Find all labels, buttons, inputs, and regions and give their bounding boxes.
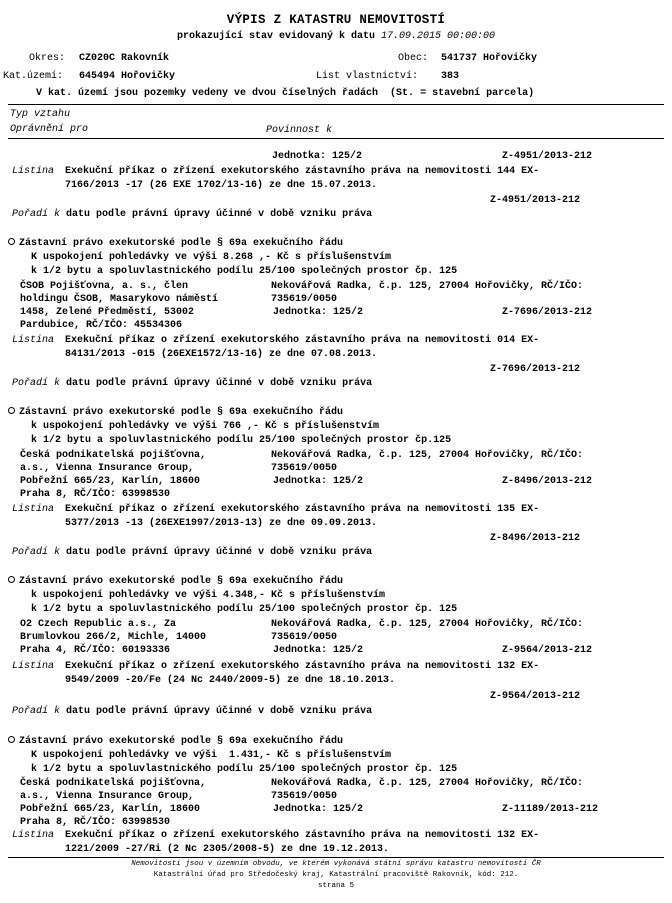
creditor-line: O2 Czech Republic a.s., Za <box>20 619 177 630</box>
debtor-line2: 735619/0050 <box>271 463 338 474</box>
katuzemi-label: Kat.území: <box>3 71 64 82</box>
listina-label: Listina <box>12 661 55 672</box>
entry-line1: k uspokojení pohledávky ve výši 4.348,- Kč s příslušenstvím <box>31 590 386 601</box>
debtor-line1: Nekovářová Radka, č.p. 125, 27004 Hořovičky, RČ/IČO: <box>271 281 584 292</box>
poradi-label: Pořadí k <box>12 706 61 717</box>
entry-title-text: Zástavní právo exekutorské podle § 69a exekučního řádu <box>19 407 344 418</box>
debtor-line1: Nekovářová Radka, č.p. 125, 27004 Hořovičky, RČ/IČO: <box>271 778 584 789</box>
poradi-text: datu podle právní úpravy účinné v době vzniku práva <box>66 378 373 389</box>
poradi-text: datu podle právní úpravy účinné v době vzniku práva <box>66 547 373 558</box>
listina-line2: 1221/2009 -27/Ri (2 Nc 2305/2008-5) ze dne 19.12.2013. <box>65 844 390 855</box>
obec-label: Obec: <box>398 53 429 64</box>
column-povinnost-k: Povinnost k <box>266 125 333 136</box>
column-typ-vztahu: Typ vztahu <box>10 109 71 120</box>
creditor-line: a.s., Vienna Insurance Group, <box>20 463 195 474</box>
top-poradi <box>12 209 372 221</box>
entry-line2: k 1/2 bytu a spoluvlastnického podílu 25/100 společných prostor čp.125 <box>31 435 452 446</box>
entry-ref2: Z-8496/2013-212 <box>490 533 581 544</box>
creditor-line: Praha 4, RČ/IČO: 60193336 <box>20 645 171 656</box>
page-title: VÝPIS Z KATASTRU NEMOVITOSTÍ <box>226 13 446 27</box>
listina-line1: Exekuční příkaz o zřízení exekutorského zástavního práva na nemovitosti 014 EX- <box>65 335 540 346</box>
creditor-line: Praha 8, RČ/IČO: 63998530 <box>20 489 171 500</box>
top-listina-line2: 7166/2013 -17 (26 EXE 1702/13-16) ze dne 15.07.2013. <box>65 180 378 191</box>
bullet-icon <box>8 238 15 245</box>
divider-columns <box>8 138 664 139</box>
lv-label: List vlastnictví: <box>316 71 419 82</box>
top-poradi-text: datu podle právní úpravy účinné v době vzniku práva <box>66 209 373 220</box>
listina-line1: Exekuční příkaz o zřízení exekutorského zástavního práva na nemovitosti 135 EX- <box>65 504 540 515</box>
listina-label: Listina <box>12 335 55 346</box>
header-note: V kat. území jsou pozemky vedeny ve dvou číselných řadách (St. = stavební parcela) <box>36 88 535 99</box>
creditor-line: Česká podnikatelská pojišťovna, <box>20 778 207 789</box>
listina-line1: Exekuční příkaz o zřízení exekutorského zástavního práva na nemovitosti 132 EX- <box>65 661 540 672</box>
poradi-label: Pořadí k <box>12 378 61 389</box>
entry-ref: Z-8496/2013-212 <box>502 476 593 487</box>
entry-title <box>8 576 343 588</box>
entry-line1: k uspokojení pohledávky ve výši 766 ,- Kč s příslušenstvím <box>31 421 380 432</box>
creditor-line: a.s., Vienna Insurance Group, <box>20 791 195 802</box>
listina-line2: 84131/2013 -015 (26EXE1572/13-16) ze dne 07.08.2013. <box>65 349 378 360</box>
creditor-line: Brumlovkou 266/2, Michle, 14000 <box>20 632 207 643</box>
creditor-line: Česká podnikatelská pojišťovna, <box>20 450 207 461</box>
listina-label: Listina <box>12 830 55 841</box>
top-ref: Z-4951/2013-212 <box>502 151 593 162</box>
top-jednotka: Jednotka: 125/2 <box>272 151 363 162</box>
entry-ref2: Z-7696/2013-212 <box>490 364 581 375</box>
creditor-line: Pobřežní 665/23, Karlín, 18600 <box>20 476 201 487</box>
entry-ref2: Z-9564/2013-212 <box>490 691 581 702</box>
creditor-line: Pobřežní 665/23, Karlín, 18600 <box>20 804 201 815</box>
listina-line1: Exekuční příkaz o zřízení exekutorského zástavního práva na nemovitosti 132 EX- <box>65 830 540 841</box>
creditor-line: holdingu ČSOB, Masarykovo náměstí <box>20 294 219 305</box>
divider-top <box>8 104 664 105</box>
debtor-line1: Nekovářová Radka, č.p. 125, 27004 Hořovičky, RČ/IČO: <box>271 450 584 461</box>
listina-label: Listina <box>12 504 55 515</box>
entry-line2: k 1/2 bytu a spoluvlastnického podílu 25/100 společných prostor čp. 125 <box>31 764 458 775</box>
entry-jednotka: Jednotka: 125/2 <box>273 476 364 487</box>
debtor-line2: 735619/0050 <box>271 632 338 643</box>
entry-ref: Z-7696/2013-212 <box>502 307 593 318</box>
entry-title-text: Zástavní právo exekutorské podle § 69a exekučního řádu <box>19 576 344 587</box>
entry-line1: K uspokojení pohledávky ve výši 8.268 ,- Kč s příslušenstvím <box>31 252 392 263</box>
creditor-line: Pardubice, RČ/IČO: 45534306 <box>20 320 183 331</box>
entry-line1: K uspokojení pohledávky ve výši 1.431,- Kč s příslušenstvím <box>31 750 392 761</box>
entry-title <box>8 238 343 250</box>
poradi-text: datu podle právní úpravy účinné v době vzniku práva <box>66 706 373 717</box>
top-listina-line1: Exekuční příkaz o zřízení exekutorského zástavního práva na nemovitosti 144 EX- <box>65 166 540 177</box>
bullet-icon <box>8 576 15 583</box>
debtor-line2: 735619/0050 <box>271 294 338 305</box>
subtitle-prefix: prokazující stav evidovaný k datu <box>176 31 375 42</box>
poradi <box>12 547 372 559</box>
bullet-icon <box>8 736 15 743</box>
entry-jednotka: Jednotka: 125/2 <box>273 804 364 815</box>
entry-title-text: Zástavní právo exekutorské podle § 69a exekučního řádu <box>19 736 344 747</box>
page-number: strana 5 <box>317 882 354 890</box>
footer-note: Nemovitosti jsou v územním obvodu, ve kterém vykonává státní správu katastru nemovitostí ČR <box>131 860 541 868</box>
okres-value: CZ020C Rakovník <box>79 53 170 64</box>
entry-title <box>8 736 343 748</box>
poradi-label: Pořadí k <box>12 547 61 558</box>
entry-ref: Z-11189/2013-212 <box>502 804 599 815</box>
obec-value: 541737 Hořovičky <box>441 53 538 64</box>
column-opravneni-pro: Oprávnění pro <box>10 124 89 135</box>
page-subtitle <box>0 31 672 43</box>
entry-line2: k 1/2 bytu a spoluvlastnického podílu 25/100 společných prostor čp. 125 <box>31 266 458 277</box>
poradi <box>12 706 372 718</box>
debtor-line1: Nekovářová Radka, č.p. 125, 27004 Hořovičky, RČ/IČO: <box>271 619 584 630</box>
listina-line2: 5377/2013 -13 (26EXE1997/2013-13) ze dne 09.09.2013. <box>65 518 378 529</box>
top-poradi-label: Pořadí k <box>12 209 61 220</box>
divider-footer <box>8 857 664 858</box>
listina-line2: 9549/2009 -20/Fe (24 Nc 2440/2009-5) ze dne 18.10.2013. <box>65 675 396 686</box>
entry-title <box>8 407 343 419</box>
entry-jednotka: Jednotka: 125/2 <box>273 645 364 656</box>
top-listina-label: Listina <box>12 166 55 177</box>
bullet-icon <box>8 407 15 414</box>
entry-ref: Z-9564/2013-212 <box>502 645 593 656</box>
top-ref2: Z-4951/2013-212 <box>490 195 581 206</box>
creditor-line: Praha 8, RČ/IČO: 63998530 <box>20 817 171 828</box>
entry-line2: k 1/2 bytu a spoluvlastnického podílu 25/100 společných prostor čp. 125 <box>31 604 458 615</box>
poradi <box>12 378 372 390</box>
debtor-line2: 735619/0050 <box>271 791 338 802</box>
katuzemi-value: 645494 Hořovičky <box>79 71 176 82</box>
entry-title-text: Zástavní právo exekutorské podle § 69a exekučního řádu <box>19 238 344 249</box>
subtitle-date: 17.09.2015 00:00:00 <box>381 31 496 42</box>
footer-office: Katastrální úřad pro Středočeský kraj, Katastrální pracoviště Rakovník, kód: 212. <box>153 871 519 879</box>
entry-jednotka: Jednotka: 125/2 <box>273 307 364 318</box>
lv-value: 383 <box>441 71 460 82</box>
creditor-line: 1458, Zelené Předměstí, 53002 <box>20 307 195 318</box>
okres-label: Okres: <box>29 53 66 64</box>
creditor-line: ČSOB Pojišťovna, a. s., člen <box>20 281 189 292</box>
